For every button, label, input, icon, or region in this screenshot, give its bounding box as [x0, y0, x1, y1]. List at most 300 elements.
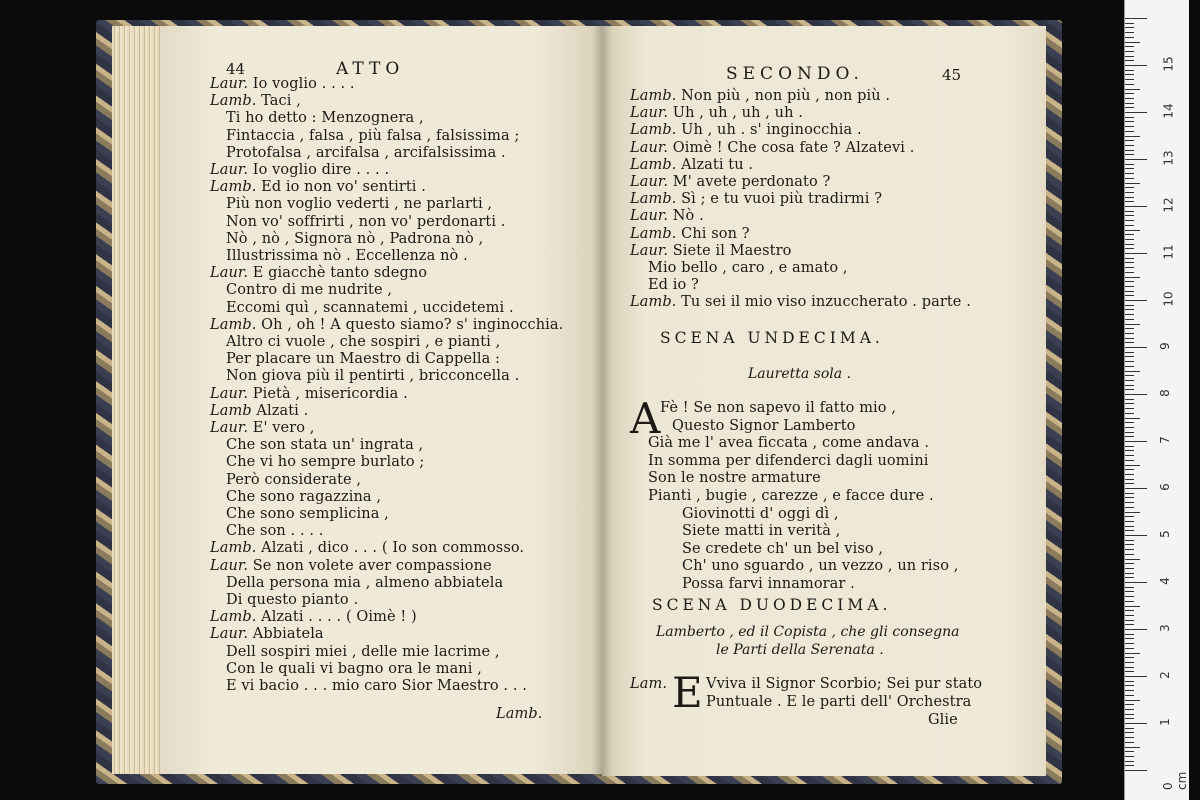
line-text: Se non volete aver compassione [248, 557, 492, 574]
ruler-tick [1125, 483, 1134, 484]
left-line [226, 506, 389, 523]
ruler-tick [1125, 23, 1134, 24]
ruler-number: 13 [1161, 150, 1176, 166]
ruler-tick [1125, 418, 1140, 419]
ruler-number: 12 [1161, 197, 1176, 213]
ruler-tick [1125, 606, 1140, 607]
line-text: Io voglio . . . . [248, 76, 355, 92]
page-edges [112, 26, 164, 774]
ruler-tick [1125, 690, 1134, 691]
ruler-tick [1125, 385, 1134, 386]
left-line [226, 231, 483, 248]
line-text: Per placare un Maestro di Cappella : [226, 351, 501, 368]
ruler-tick [1125, 559, 1140, 560]
line-text: Che son . . . . [226, 523, 324, 540]
left-line [226, 678, 527, 695]
ruler-tick [1125, 615, 1134, 616]
ruler-tick [1125, 695, 1134, 696]
ruler-tick [1125, 201, 1134, 202]
ruler-tick [1125, 159, 1147, 160]
ruler-tick [1125, 314, 1134, 315]
ruler-tick [1125, 535, 1147, 536]
ruler-tick [1125, 37, 1134, 38]
ruler-tick [1125, 93, 1134, 94]
ruler-tick [1125, 197, 1134, 198]
ruler-tick [1125, 554, 1134, 555]
ruler-tick [1125, 281, 1134, 282]
ruler-tick [1125, 220, 1134, 221]
speaker-label: Lamb. [210, 316, 257, 333]
left-line [226, 472, 361, 489]
right-page-number: 45 [942, 66, 962, 84]
scene-twelve-subtitle-line1: Lamberto , ed il Copista , che gli consegna [656, 624, 960, 640]
line-text: Che sono ragazzina , [226, 488, 382, 505]
left-line [226, 282, 392, 299]
ruler-number: 7 [1157, 436, 1172, 444]
ruler-tick [1125, 530, 1134, 531]
ruler-tick [1125, 168, 1134, 169]
ruler-tick [1125, 568, 1134, 569]
ruler-tick [1125, 272, 1134, 273]
ruler-number: 6 [1157, 483, 1172, 491]
ruler-tick [1125, 436, 1134, 437]
aria-drop-cap: A [630, 394, 661, 443]
ruler-tick [1125, 267, 1134, 268]
ruler-tick [1125, 728, 1134, 729]
ruler-tick [1125, 455, 1134, 456]
left-line [210, 386, 408, 403]
line-text: Non vo' soffrirti , non vo' perdonarti . [226, 213, 506, 230]
right-line [648, 260, 848, 277]
speaker-label: Lamb. [210, 93, 257, 110]
ruler-tick [1125, 389, 1134, 390]
right-running-head: SECONDO. [726, 64, 864, 84]
ruler-tick [1125, 460, 1134, 461]
speaker-label: Lamb. [210, 540, 257, 557]
ruler-tick [1125, 324, 1140, 325]
ruler-tick [1125, 164, 1134, 165]
ruler-tick [1125, 121, 1134, 122]
right-line [630, 208, 704, 225]
ruler-tick [1125, 46, 1134, 47]
ruler-number: 15 [1161, 56, 1176, 72]
left-line [226, 437, 423, 454]
line-text: E giacchè tanto sdegno [248, 265, 428, 282]
ruler-tick [1125, 761, 1134, 762]
ruler-tick [1125, 507, 1134, 508]
left-line [210, 317, 563, 334]
left-line [226, 248, 468, 265]
ruler-tick [1125, 587, 1134, 588]
ruler-tick [1125, 512, 1140, 513]
ruler-tick [1125, 154, 1134, 155]
ruler-number: 11 [1161, 244, 1176, 260]
ruler-tick [1125, 375, 1134, 376]
ruler-tick [1125, 704, 1134, 705]
ruler-tick [1125, 657, 1134, 658]
ruler-tick [1125, 488, 1147, 489]
ruler-tick [1125, 60, 1134, 61]
line-text: Nò , nò , Signora nò , Padrona nò , [226, 230, 484, 247]
scene-twelve-subtitle-line2: le Parti della Serenata . [716, 642, 884, 658]
ruler-tick [1125, 361, 1134, 362]
speaker-label: Laur. [210, 385, 249, 402]
ruler-tick [1125, 56, 1134, 57]
ruler-tick [1125, 356, 1134, 357]
aria-line: Fè ! Se non sapevo il fatto mio , [660, 400, 897, 416]
speaker-label: Laur. [210, 265, 249, 282]
line-text: Eccomi quì , scannatemi , uccidetemi . [226, 299, 514, 316]
ruler-tick [1125, 103, 1134, 104]
line-text: Che sono semplicina , [226, 506, 389, 522]
ruler-tick [1125, 450, 1134, 451]
line-text: Alzati , dico . . . ( Io son commosso. [256, 540, 525, 557]
ruler-tick [1125, 662, 1134, 663]
ruler-tick [1125, 291, 1134, 292]
speaker-label: Laur. [630, 242, 669, 259]
ruler-tick [1125, 732, 1134, 733]
line-text: Chi son ? [676, 225, 750, 242]
ruler-tick [1125, 178, 1134, 179]
ruler-tick [1125, 751, 1134, 752]
speaker-label: Laur. [630, 105, 669, 122]
ruler-tick [1125, 305, 1134, 306]
ruler-tick [1125, 79, 1134, 80]
ruler-tick [1125, 352, 1134, 353]
final-line-2: Puntuale . E le parti dell' Orchestra [706, 694, 972, 710]
line-text: Ed io ? [648, 277, 699, 294]
ruler-tick [1125, 399, 1134, 400]
left-line [210, 76, 355, 93]
ruler-tick [1125, 765, 1134, 766]
ruler-tick [1125, 502, 1134, 503]
ruler-tick [1125, 211, 1134, 212]
ruler-tick [1125, 408, 1134, 409]
line-text: Nò . [668, 208, 704, 225]
ruler-tick [1125, 380, 1134, 381]
line-text: Contro di me nudrite , [226, 282, 393, 299]
line-text: Uh , uh . s' inginocchia . [676, 122, 862, 139]
line-text: Abbiatela [248, 626, 324, 643]
ruler-tick [1125, 262, 1134, 263]
ruler-number: 5 [1157, 530, 1172, 538]
line-text: Della persona mia , almeno abbiatela [226, 574, 504, 591]
ruler-tick [1125, 89, 1140, 90]
left-line [210, 609, 417, 626]
ruler-number: 3 [1157, 624, 1172, 632]
ruler-tick [1125, 667, 1134, 668]
ruler-tick [1125, 230, 1140, 231]
speaker-label: Laur. [210, 162, 249, 178]
scene-eleven-subtitle: Lauretta sola . [748, 366, 852, 382]
ruler-tick [1125, 634, 1134, 635]
line-text: Alzati . [251, 402, 309, 419]
speaker-label: Lamb. [210, 179, 257, 196]
left-catchword: Lamb. [496, 706, 543, 722]
ruler-tick [1125, 422, 1134, 423]
line-text: Tu sei il mio viso inzuccherato . parte . [676, 294, 971, 311]
ruler-tick [1125, 479, 1134, 480]
ruler-tick [1125, 723, 1147, 724]
ruler-number: 8 [1157, 389, 1172, 397]
line-text: Oh , oh ! A questo siamo? s' inginocchia. [256, 316, 564, 333]
ruler-tick [1125, 394, 1147, 395]
ruler-tick [1125, 403, 1134, 404]
line-text: Mio bello , caro , e amato , [648, 260, 848, 276]
left-line [210, 403, 308, 420]
ruler-tick [1125, 497, 1134, 498]
speaker-label: Laur. [210, 557, 249, 574]
ruler-tick [1125, 215, 1134, 216]
speaker-label: Lamb. [630, 122, 677, 139]
line-text: Sì ; e tu vuoi più tradirmi ? [676, 191, 883, 208]
left-line [226, 196, 492, 213]
left-line [226, 368, 519, 385]
line-text: Oimè ! Che cosa fate ? Alzatevi . [668, 139, 915, 156]
ruler-tick [1125, 253, 1147, 254]
ruler-tick [1125, 27, 1134, 28]
right-line [648, 277, 699, 294]
line-text: Non giova più il pentirti , bricconcella . [226, 368, 520, 385]
ruler-tick [1125, 700, 1140, 701]
line-text: Più non voglio vederti , ne parlarti , [226, 196, 493, 213]
line-text: Ed io non vo' sentirti . [256, 179, 426, 196]
ruler-number: 0 cm [1161, 771, 1189, 790]
line-text: Di questo pianto . [226, 592, 359, 608]
ruler-tick [1125, 643, 1134, 644]
line-text: Che vi ho sempre burlato ; [226, 454, 425, 471]
scene-twelve-title: SCENA DUODECIMA. [652, 596, 892, 614]
left-line [210, 265, 427, 282]
ruler-tick [1125, 549, 1134, 550]
final-line-1: Vviva il Signor Scorbio; Sei pur stato [706, 676, 983, 692]
ruler-tick [1125, 469, 1134, 470]
ruler-tick [1125, 521, 1134, 522]
right-line [630, 88, 890, 105]
left-line [226, 489, 381, 506]
left-line [226, 300, 514, 317]
ruler-tick [1125, 620, 1134, 621]
left-line [210, 162, 389, 179]
ruler-tick [1125, 465, 1140, 466]
speaker-label: Lamb [210, 402, 252, 419]
ruler-tick [1125, 140, 1134, 141]
ruler-tick [1125, 366, 1134, 367]
right-line [630, 191, 882, 208]
ruler-tick [1125, 239, 1134, 240]
ruler-tick [1125, 150, 1134, 151]
ruler-tick [1125, 427, 1134, 428]
ruler-tick [1125, 319, 1134, 320]
right-line [630, 122, 862, 139]
ruler-tick [1125, 145, 1134, 146]
ruler-tick [1125, 540, 1134, 541]
ruler-tick [1125, 446, 1134, 447]
ruler-tick [1125, 338, 1134, 339]
line-text: Uh , uh , uh , uh . [668, 105, 803, 122]
ruler-tick [1125, 18, 1147, 19]
final-speaker: Lam. [630, 676, 668, 692]
ruler-tick [1125, 441, 1147, 442]
right-line [630, 174, 830, 191]
ruler-tick [1125, 591, 1134, 592]
ruler-tick [1125, 173, 1134, 174]
left-line [210, 93, 301, 110]
ruler-tick [1125, 277, 1140, 278]
aria-line: Siete matti in verità , [682, 523, 841, 540]
line-text: Fintaccia , falsa , più falsa , falsissima ; [226, 127, 520, 144]
ruler-tick [1125, 742, 1134, 743]
ruler-tick [1125, 577, 1134, 578]
ruler-tick [1125, 544, 1134, 545]
speaker-label: Laur. [210, 420, 249, 436]
ruler-tick [1125, 493, 1134, 494]
left-line [210, 179, 426, 196]
ruler-tick [1125, 107, 1134, 108]
speaker-label: Lamb. [630, 225, 677, 242]
ruler-tick [1125, 112, 1147, 113]
ruler-tick [1125, 347, 1147, 348]
line-text: Io voglio dire . . . . [248, 162, 390, 178]
left-line [226, 592, 358, 609]
line-text: Siete il Maestro [668, 242, 792, 259]
ruler-tick [1125, 70, 1134, 71]
ruler-tick [1125, 192, 1134, 193]
line-text: Che son stata un' ingrata , [226, 437, 424, 454]
ruler-tick [1125, 286, 1134, 287]
right-line [630, 140, 914, 157]
measuring-ruler [1124, 0, 1189, 800]
line-text: E' vero , [248, 420, 315, 436]
line-text: Pietà , misericordia . [248, 385, 408, 402]
left-line [226, 110, 424, 127]
ruler-tick [1125, 413, 1134, 414]
ruler-tick [1125, 32, 1134, 33]
aria-line: Già me l' avea ficcata , come andava . [648, 435, 930, 452]
ruler-tick [1125, 432, 1134, 433]
left-line [210, 540, 524, 557]
ruler-tick [1125, 187, 1134, 188]
left-page-number: 44 [226, 60, 246, 78]
ruler-number: 10 [1161, 291, 1176, 307]
ruler-tick [1125, 718, 1134, 719]
line-text: E vi bacio . . . mio caro Sior Maestro . . . [226, 678, 527, 694]
line-text: Alzati . . . . ( Oimè ! ) [256, 609, 417, 626]
left-line [210, 420, 315, 437]
ruler-tick [1125, 225, 1134, 226]
left-line [226, 145, 506, 162]
ruler-tick [1125, 295, 1134, 296]
line-text: M' avete perdonato ? [668, 174, 831, 190]
ruler-tick [1125, 474, 1134, 475]
ruler-tick [1125, 624, 1134, 625]
speaker-label: Laur. [630, 208, 669, 225]
ruler-tick [1125, 51, 1134, 52]
left-line [226, 214, 506, 231]
ruler-tick [1125, 84, 1134, 85]
left-line [226, 351, 500, 368]
left-page [160, 26, 602, 774]
right-line [630, 294, 971, 311]
line-text: Ti ho detto : Menzognera , [226, 110, 424, 127]
aria-line: Ch' uno sguardo , un vezzo , un riso , [682, 558, 959, 575]
speaker-label: Laur. [210, 76, 249, 92]
ruler-tick [1125, 117, 1134, 118]
speaker-label: Lamb. [630, 191, 677, 208]
ruler-tick [1125, 300, 1147, 301]
line-text: Dell sospiri miei , delle mie lacrime , [226, 643, 500, 660]
ruler-tick [1125, 74, 1134, 75]
speaker-label: Lamb. [210, 609, 257, 626]
aria-line: Se credete ch' un bel viso , [682, 540, 884, 557]
ruler-tick [1125, 136, 1140, 137]
right-catchword: Glie [928, 712, 958, 728]
left-running-head: ATTO [336, 59, 405, 79]
speaker-label: Lamb. [630, 294, 677, 311]
ruler-tick [1125, 601, 1134, 602]
aria-line: Son le nostre armature [648, 470, 821, 487]
aria-line: In somma per difenderci dagli uomini [648, 452, 929, 469]
line-text: Non più , non più , non più . [676, 88, 891, 104]
ruler-tick [1125, 42, 1140, 43]
ruler-number: 2 [1157, 671, 1172, 679]
ruler-tick [1125, 234, 1134, 235]
aria-line: Pianti , bugie , carezze , e facce dure . [648, 488, 934, 504]
ruler-tick [1125, 258, 1134, 259]
ruler-tick [1125, 342, 1134, 343]
ruler-number: 14 [1161, 103, 1176, 119]
line-text: Alzati tu . [676, 156, 754, 173]
ruler-tick [1125, 98, 1134, 99]
ruler-tick [1125, 638, 1134, 639]
ruler-tick [1125, 244, 1134, 245]
line-text: Illustrissima nò . Eccellenza nò . [226, 248, 468, 264]
ruler-tick [1125, 333, 1134, 334]
speaker-label: Laur. [630, 139, 669, 156]
speaker-label: Laur. [210, 626, 249, 643]
line-text: Però considerate , [226, 471, 362, 488]
book-gutter [592, 26, 612, 776]
ruler-tick [1125, 747, 1140, 748]
ruler-number: 4 [1157, 577, 1172, 585]
ruler-tick [1125, 681, 1134, 682]
ruler-tick [1125, 610, 1134, 611]
left-line [226, 644, 500, 661]
ruler-tick [1125, 126, 1134, 127]
ruler-tick [1125, 526, 1134, 527]
ruler-tick [1125, 309, 1134, 310]
ruler-tick [1125, 596, 1134, 597]
ruler-tick [1125, 756, 1134, 757]
speaker-label: Lamb. [630, 156, 677, 173]
line-text: Protofalsa , arcifalsa , arcifalsissima . [226, 144, 506, 161]
ruler-tick [1125, 653, 1140, 654]
speaker-label: Lamb. [630, 88, 677, 104]
left-line [226, 454, 424, 471]
ruler-tick [1125, 648, 1134, 649]
speaker-label: Laur. [630, 174, 669, 190]
ruler-tick [1125, 206, 1147, 207]
left-line [210, 558, 492, 575]
ruler-tick [1125, 582, 1147, 583]
ruler-tick [1125, 248, 1134, 249]
ruler-tick [1125, 183, 1140, 184]
aria-line: Giovinotti d' oggi dì , [682, 505, 839, 522]
aria-line: Possa farvi innamorar . [682, 576, 855, 592]
ruler-tick [1125, 371, 1140, 372]
line-text: Altro ci vuole , che sospiri , e pianti , [226, 334, 501, 350]
left-line [226, 334, 500, 351]
